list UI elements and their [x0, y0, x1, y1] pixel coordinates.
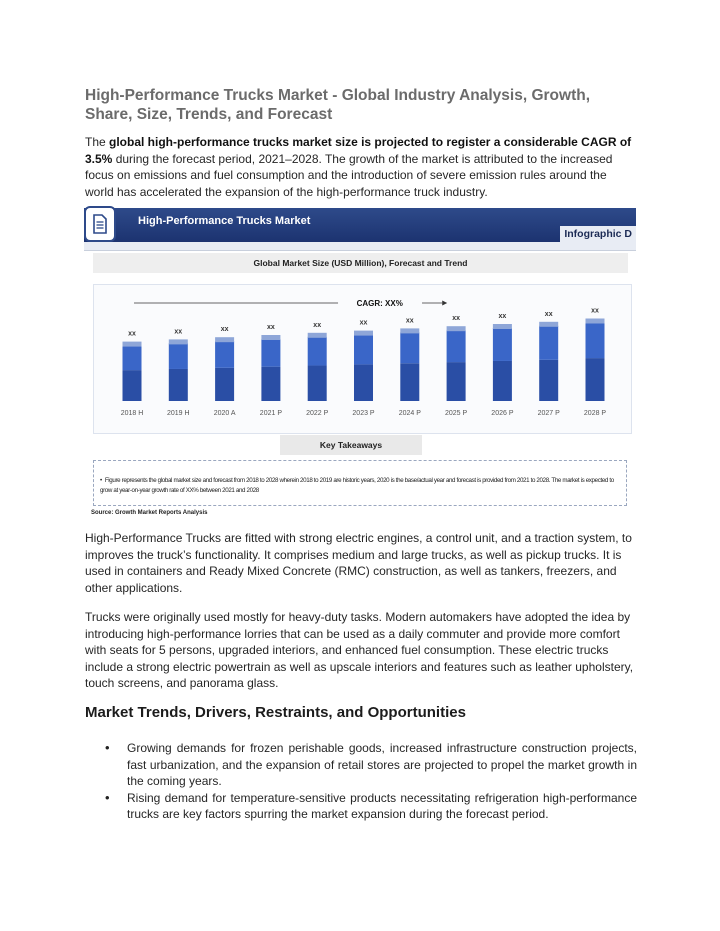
bullet-item: • Growing demands for frozen perishable goods, increased infrastructure construction projects, fast urbanization, and the expansion of retail stores are projected to propel the market growth in the coming years.	[85, 740, 637, 790]
bar-data-label: xx	[452, 315, 460, 323]
bar-lower	[308, 366, 327, 401]
figure-note: • Figure represents the global market size and forecast from 2018 to 2028 wherein 2018 to 2019 are historic years, 2020 is the base/actual year and forecast is provided from 2021 to 2028. The market is expected to grow at year-on-year growth rate of XX% between 2021 and 2028	[100, 477, 614, 494]
bar-cap	[123, 342, 142, 347]
x-tick-label: 2025 P	[445, 410, 468, 417]
bar-data-label: xx	[359, 319, 368, 327]
bar-middle	[586, 323, 605, 359]
intro-rest: during the forecast period, 2021–2028. The growth of the market is attributed to the increased focus on emissions and fuel consumption and the introduction of severe emission rules around the world has accelerated the expansion of the high-performance truck industry.	[85, 151, 613, 199]
key-takeaways-label: Key Takeaways	[280, 435, 422, 455]
bullet-list	[85, 740, 637, 823]
bar-middle	[354, 335, 373, 365]
x-tick-label: 2024 P	[398, 410, 421, 417]
figure-note-text: Figure represents the global market size and forecast from 2018 to 2028 wherein 2018 to 2019 are historic years, 2020 is the base/actual year and forecast is provided from 2021 to 2028. The market is expected to grow at year-on-year growth rate of XX% between 2021 and 2028	[100, 477, 614, 494]
bar-cap	[354, 331, 373, 336]
section-heading: Market Trends, Drivers, Restraints, and Opportunities	[85, 704, 466, 721]
intro-lead: The	[85, 135, 110, 149]
bar-data-label: xx	[313, 321, 322, 329]
chart-heading: Global Market Size (USD Million), Forecast and Trend	[93, 253, 628, 273]
bar-cap	[447, 326, 466, 331]
bar-cap	[308, 333, 327, 338]
bar-lower	[586, 358, 605, 401]
bar-lower	[447, 362, 466, 401]
x-tick-label: 2018 H	[120, 410, 144, 417]
infographic-title: High-Performance Trucks Market	[138, 215, 311, 227]
bar-cap	[169, 339, 188, 344]
source-note: Source: Growth Market Reports Analysis	[91, 510, 208, 516]
paragraph-2: High-Performance Trucks are fitted with strong electric engines, a control unit, and a traction system, to improves the truck’s functionality. It comprises medium and large trucks, as well as pickup trucks. It is used in containers and Ready Mixed Concrete (RMC) construction, as well as tankers, freezers, and other applications.	[85, 531, 632, 595]
x-tick-label: 2020 A	[213, 410, 236, 417]
bar-middle	[539, 326, 558, 360]
bar-middle	[400, 332, 419, 363]
infographic-header	[84, 208, 636, 242]
bar-middle	[447, 330, 466, 362]
x-tick-label: 2028 P	[583, 410, 607, 417]
intro-paragraph	[85, 134, 637, 200]
bar-lower	[354, 364, 373, 401]
bar-data-label: xx	[128, 330, 136, 338]
x-tick-label: 2019 H	[167, 410, 190, 417]
bar-data-label: xx	[220, 326, 229, 334]
bar-lower	[493, 361, 512, 401]
bar-cap	[261, 335, 280, 340]
bar-data-label: xx	[267, 324, 275, 331]
cagr-arrow-head	[442, 301, 447, 306]
bar-lower	[215, 368, 234, 401]
x-tick-label: 2023 P	[352, 410, 375, 417]
bar-middle	[169, 343, 188, 369]
x-tick-label: 2026 P	[491, 410, 514, 417]
bar-data-label: xx	[174, 328, 183, 336]
bar-chart	[94, 285, 631, 433]
bar-data-label: xx	[544, 310, 553, 318]
bar-data-label: xx	[405, 317, 414, 325]
bar-lower	[169, 369, 188, 401]
bar-lower	[123, 370, 142, 401]
bar-data-label: xx	[591, 307, 599, 315]
bar-data-label: xx	[498, 313, 507, 320]
intro-bold: global high-performance trucks market size is projected to register a considerable CAGR of 3.5%	[85, 135, 632, 166]
paragraph-3: Trucks were originally used mostly for heavy-duty tasks. Modern automakers have adopted the idea by introducing high-performance lorries that can be used as a daily commuter and provide more comfort with seats for 5 persons, upgraded interiors, and enhanced fuel consumption. These electric trucks include a strong electric powertrain as well as upscale interiors and features such as leather upholstery, touch screens, and panorama glass.	[85, 610, 634, 690]
infographic-subtitle: Infographic D	[560, 226, 636, 242]
x-tick-label: 2027 P	[537, 410, 560, 417]
x-tick-label: 2022 P	[306, 410, 329, 417]
document-icon	[84, 206, 116, 242]
bar-lower	[539, 360, 558, 401]
bar-middle	[261, 339, 280, 367]
infographic	[84, 204, 636, 520]
infographic-header-strip	[84, 242, 636, 251]
cagr-label: CAGR: XX%	[356, 299, 403, 308]
bar-cap	[586, 319, 605, 324]
bullet-item: • Rising demand for temperature-sensitive products necessitating refrigeration high-performance trucks are key factors spurring the market expansion during the forecast period.	[85, 790, 637, 823]
bar-lower	[400, 363, 419, 401]
x-tick-label: 2021 P	[259, 410, 282, 417]
bar-middle	[493, 328, 512, 361]
page-title: High-Performance Trucks Market - Global Industry Analysis, Growth, Share, Size, Trends, and Forecast	[85, 87, 591, 123]
bar-middle	[215, 341, 234, 368]
bar-middle	[308, 337, 327, 366]
bar-cap	[493, 324, 512, 329]
figure-note-box	[93, 460, 627, 506]
bar-lower	[261, 367, 280, 401]
bar-cap	[400, 328, 419, 333]
bar-middle	[123, 346, 142, 371]
bar-cap	[539, 322, 558, 327]
bar-cap	[215, 337, 234, 342]
chart-panel	[93, 284, 632, 434]
